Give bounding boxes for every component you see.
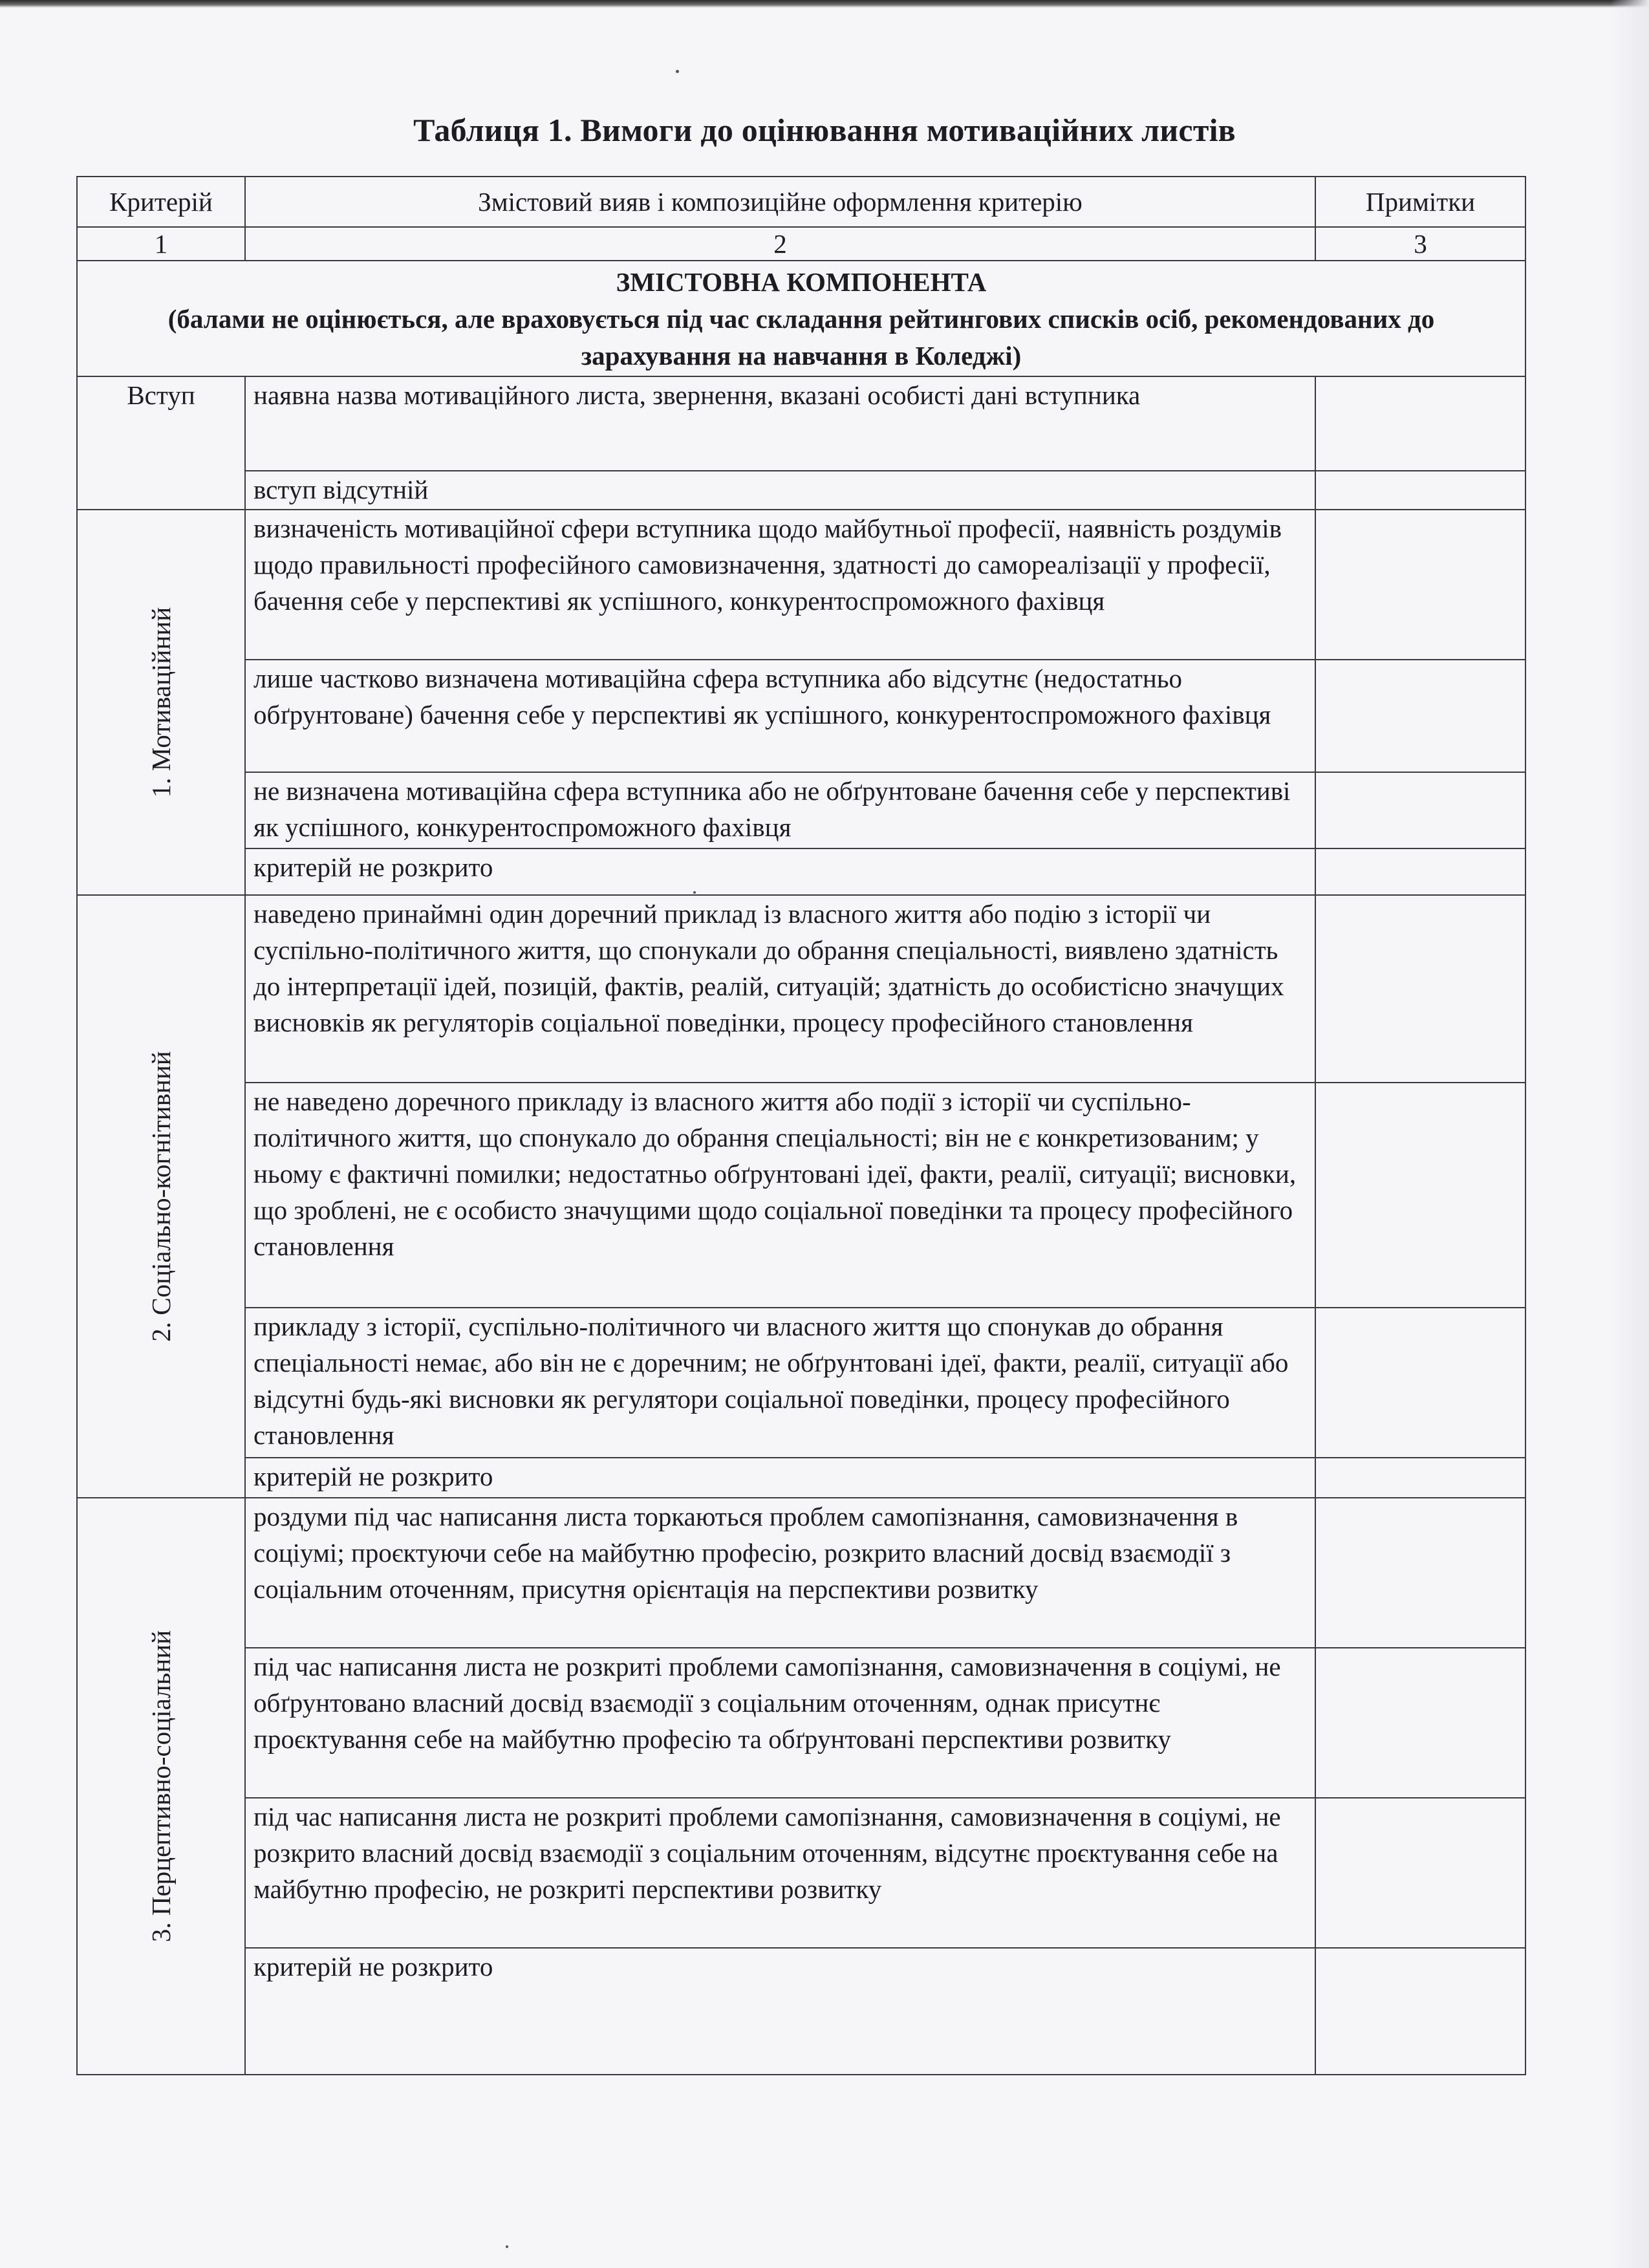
criterion-description: під час написання листа не розкриті проблеми самопізнання, самовизначення в соціумі, не обґрунтовано власний досвід взаємодії з соціальним оточенням, однак присутнє проєктування себе на майбутню професію та обґрунтовані перспективи розвитку: [245, 1648, 1315, 1798]
section-note: (балами не оцінюється, але враховується під час складання рейтингових списків осіб, рекомендованих до зарахування на навчання в Коледжі): [167, 304, 1435, 371]
table-row: [77, 510, 1525, 660]
criterion-description: не визначена мотиваційна сфера вступника або не обґрунтоване бачення себе у перспективі як успішного, конкурентоспроможного фахівця: [245, 772, 1315, 848]
criterion-motivational-label: 1. Мотиваційний: [146, 607, 176, 798]
table-row: [77, 772, 1525, 848]
criterion-socio-cognitive: [77, 895, 245, 1498]
criterion-description: критерій не розкрито: [245, 1948, 1315, 2075]
table-row: [77, 471, 1525, 510]
notes-cell: [1315, 510, 1525, 660]
criterion-description: прикладу з історії, суспільно-політичного чи власного життя що спонукав до обрання спеціальності немає, або він не є доречним; не обґрунтовані ідеї, факти, реалії, ситуації або відсутні будь-які висновки як регулятори соціальної поведінки, процесу професійного становлення: [245, 1308, 1315, 1458]
column-number-1: 1: [77, 227, 245, 261]
scan-speck: [676, 70, 679, 73]
table-row: [77, 1948, 1525, 2075]
header-notes: Примітки: [1315, 177, 1525, 227]
table-row: [77, 660, 1525, 772]
table-row: [77, 376, 1525, 471]
table-header-row: [77, 177, 1525, 227]
notes-cell: [1315, 1798, 1525, 1948]
scan-speck: [506, 2245, 508, 2248]
criteria-table: [76, 176, 1526, 2075]
notes-cell: [1315, 895, 1525, 1083]
criterion-description: визначеність мотиваційної сфери вступника щодо майбутньої професії, наявність роздумів щодо правильності професійного самовизначення, здатності до самореалізації у професії, бачення себе у перспективі як успішного, конкурентоспроможного фахівця: [245, 510, 1315, 660]
table-row: [77, 895, 1525, 1083]
criterion-description: критерій не розкрито: [245, 1458, 1315, 1498]
criterion-socio-cognitive-label: 2. Соціально-когнітивний: [146, 1051, 176, 1342]
notes-cell: [1315, 1458, 1525, 1498]
table-row: [77, 1308, 1525, 1458]
scan-right-edge: [1610, 0, 1649, 2268]
header-description: Змістовий вияв і композиційне оформлення критерію: [245, 177, 1315, 227]
table-row: [77, 1458, 1525, 1498]
column-number-3: 3: [1315, 227, 1525, 261]
notes-cell: [1315, 1308, 1525, 1458]
criterion-description: під час написання листа не розкриті проблеми самопізнання, самовизначення в соціумі, не розкрито власний досвід взаємодії з соціальним оточенням, відсутнє проєктування себе на майбутню професію, не розкриті перспективи розвитку: [245, 1798, 1315, 1948]
column-number-2: 2: [245, 227, 1315, 261]
section-title: ЗМІСТОВНА КОМПОНЕНТА: [616, 267, 987, 297]
criterion-description: лише частково визначена мотиваційна сфера вступника або відсутнє (недостатньо обґрунтоване) бачення себе у перспективі як успішного, конкурентоспроможного фахівця: [245, 660, 1315, 772]
criterion-description: роздуми під час написання листа торкаються проблем самопізнання, самовизначення в соціумі; проєктуючи себе на майбутню професію, розкрито власний досвід взаємодії з соціальним оточенням, присутня орієнтація на перспективи розвитку: [245, 1498, 1315, 1648]
notes-cell: [1315, 848, 1525, 895]
criterion-description: вступ відсутній: [245, 471, 1315, 510]
section-header-row: [77, 261, 1525, 376]
criterion-intro: Вступ: [77, 376, 245, 510]
notes-cell: [1315, 1648, 1525, 1798]
criterion-description: критерій не розкрито: [245, 848, 1315, 895]
table-row: [77, 848, 1525, 895]
criterion-perceptive-social: [77, 1498, 245, 2075]
notes-cell: [1315, 471, 1525, 510]
table-row: [77, 1798, 1525, 1948]
header-criterion: Критерій: [77, 177, 245, 227]
column-number-row: [77, 227, 1525, 261]
notes-cell: [1315, 1948, 1525, 2075]
notes-cell: [1315, 1498, 1525, 1648]
criterion-description: наявна назва мотиваційного листа, звернення, вказані особисті дані вступника: [245, 376, 1315, 471]
table-row: [77, 1498, 1525, 1648]
page-title: Таблиця 1. Вимоги до оцінювання мотиваційних листів: [413, 112, 1236, 148]
criterion-description: наведено принаймні один доречний приклад із власного життя або подію з історії чи суспільно-політичного життя, що спонукали до обрання спеціальності, виявлено здатність до інтерпретації ідей, позицій, фактів, реалій, ситуацій; здатність до особистісно значущих висновків як регуляторів соціальної поведінки, процесу професійного становлення: [245, 895, 1315, 1083]
scan-speck: [693, 891, 696, 894]
scan-top-edge: [0, 0, 1649, 8]
notes-cell: [1315, 1083, 1525, 1308]
notes-cell: [1315, 660, 1525, 772]
criterion-perceptive-social-label: 3. Перцептивно-соціальний: [146, 1630, 176, 1943]
table-row: [77, 1648, 1525, 1798]
criterion-motivational: [77, 510, 245, 895]
table-row: [77, 1083, 1525, 1308]
notes-cell: [1315, 376, 1525, 471]
section-header: [77, 261, 1525, 376]
criterion-description: не наведено доречного прикладу із власного життя або події з історії чи суспільно-політичного життя, що спонукало до обрання спеціальності; він не є конкретизованим; у ньому є фактичні помилки; недостатньо обґрунтовані ідеї, факти, реалії, ситуації; висновки, що зроблені, не є особисто значущими щодо соціальної поведінки та процесу професійного становлення: [245, 1083, 1315, 1308]
notes-cell: [1315, 772, 1525, 848]
